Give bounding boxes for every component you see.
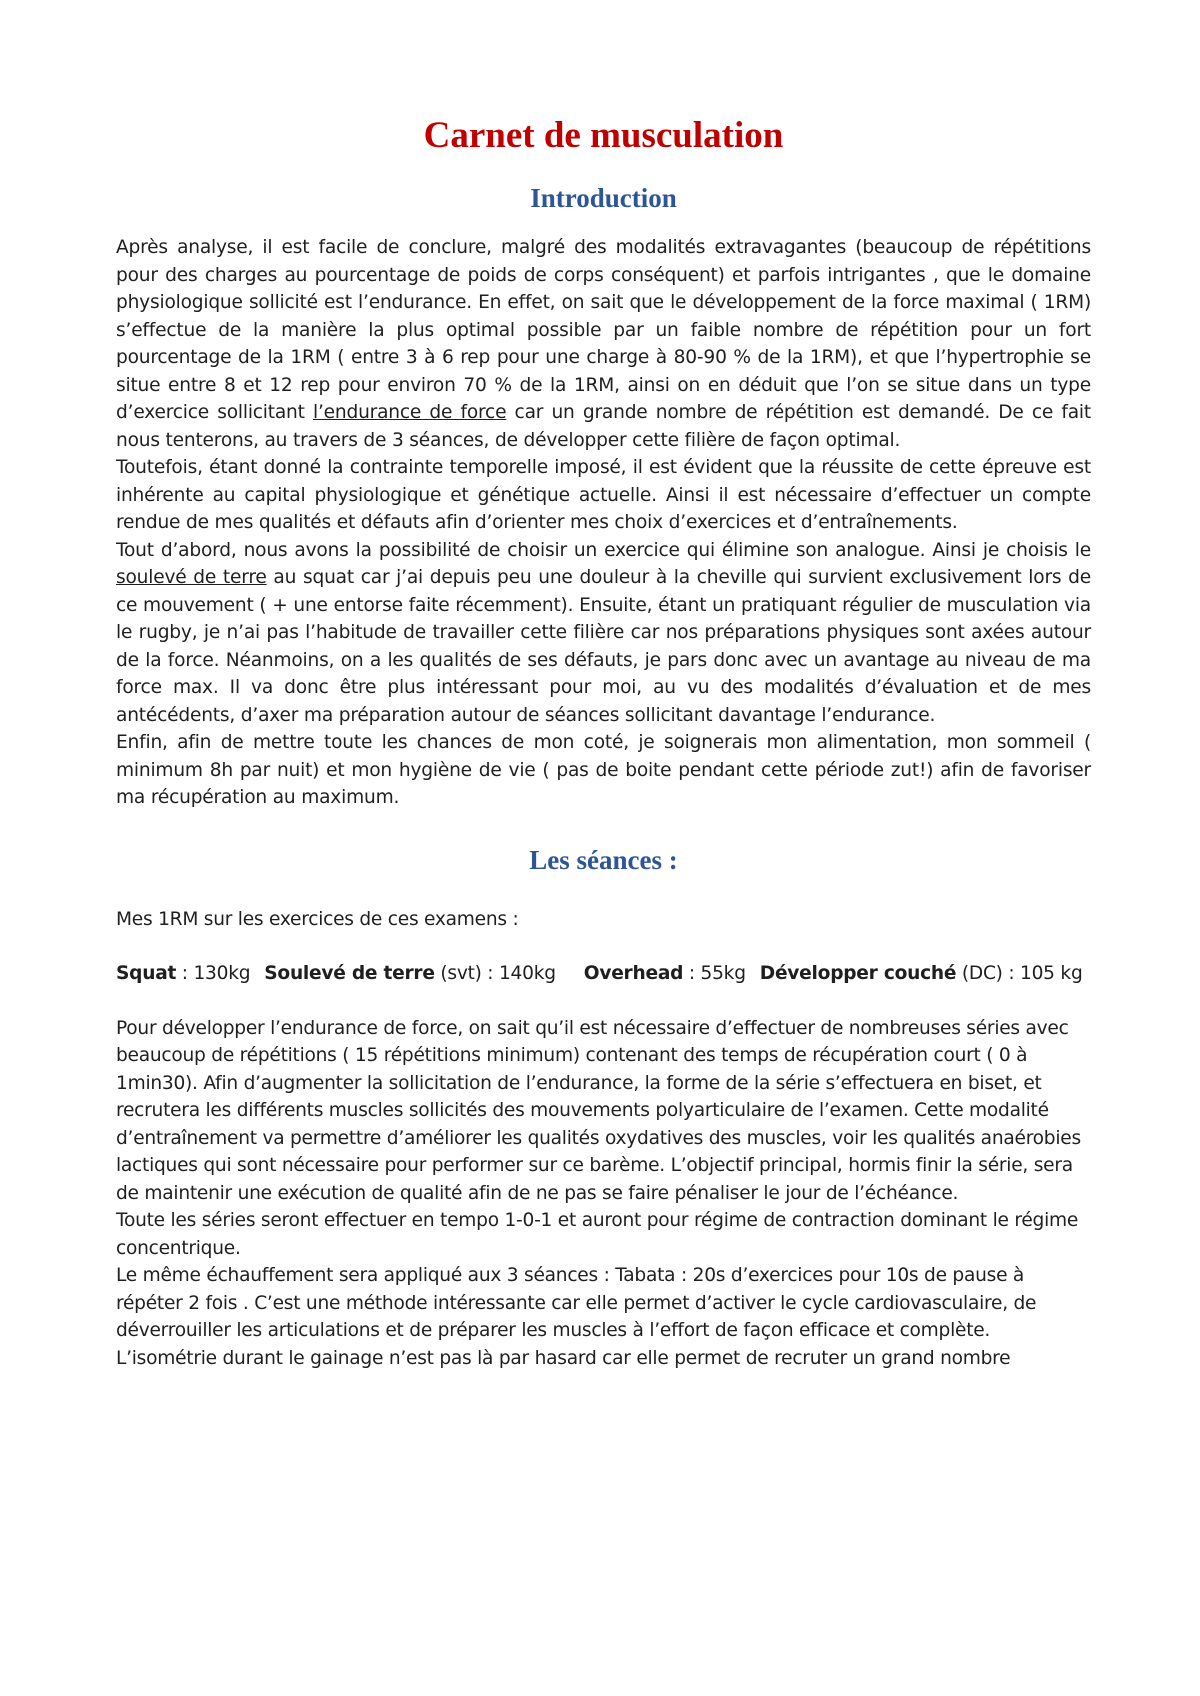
intro-text: Après analyse, il est facile de conclure, malgré des modalités extravagantes (beaucoup de répétitions pour des charges au pourcentage de poids de corps conséquent) et parfois intrigantes , que le domaine physiologique sollicité est l’endurance. En effet, on sait que le développement de la force maximal ( 1RM) s’effectue de la manière la plus optimal possible par un faible nombre de répétition pour un fort pourcentage de la 1RM ( entre 3 à 6 rep pour une charge à 80-90 % de la 1RM), et que l’hypertrophie se situe entre 8 et 12 rep pour environ 70 % de la 1RM, ainsi on en déduit que l’on se situe dans un type d’exercice sollicitant xyxy=(116,237,1091,423)
intro-text: au squat car j’ai depuis peu une douleur à la cheville qui survient exclusivement lors de ce mouvement ( + une entorse faite récemment). Ensuite, étant un pratiquant régulier de musculation via le rugby, je n’ai pas l’habitude de travailler cette filière car nos préparations physiques sont axées autour de la force. Néanmoins, on a les qualités de ses défauts, je pars donc avec un avantage au niveau de ma force max. Il va donc être plus intéressant pour moi, au vu des modalités d’évaluation et de mes antécédents, d’axer ma préparation autour de séances sollicitant davantage l’endurance. xyxy=(116,567,1092,726)
intro-paragraph: Toutefois, étant donné la contrainte temporelle imposé, il est évident que la réussite de cette épreuve est inhérente au capital physiologique et génétique actuelle. Ainsi il est nécessaire d’effectuer un compte rendue de mes qualités et défauts afin d’orienter mes choix d’exercices et d’entraînements. xyxy=(116,457,1091,533)
rm-squat-value: : 130kg xyxy=(176,963,251,984)
rm-intro: Mes 1RM sur les exercices de ces examens : xyxy=(116,908,519,930)
intro-paragraph xyxy=(116,537,1091,730)
underlined-term-endurance-de-force: l’endurance de force xyxy=(312,402,507,423)
body-paragraph: Pour développer l’endurance de force, on sait qu’il est nécessaire d’effectuer de nombreuses séries avec beaucoup de répétitions ( 15 répétitions minimum) contenant des temps de récupération court ( 0 à 1min30). Afin d’augmenter la sollicitation de l’endurance, la forme de la série s’effectuera en biset, et recrutera les différents muscles sollicités des mouvements polyarticulaire de l’examen. Cette modalité d’entraînement va permettre d’améliorer les qualités oxydatives des muscles, voir les qualités anaérobies lactiques qui sont nécessaire pour performer sur ce barème. L’objectif principal, hormis finir la série, sera de maintenir une exécution de qualité afin de ne pas se faire pénaliser le jour de l’échéance. xyxy=(116,1017,1081,1204)
intro-paragraph xyxy=(116,234,1091,454)
rm-overhead-value: : 55kg xyxy=(683,963,746,984)
body-paragraph: Toute les séries seront effectuer en tempo 1-0-1 et auront pour régime de contraction dominant le régime concentrique. xyxy=(116,1210,1079,1259)
rm-squat-label: Squat xyxy=(116,963,177,984)
intro-text: car un grande nombre de répétition est demandé. De ce fait nous tenterons, au travers de 3 séances, de développer cette filière de façon optimal. xyxy=(116,402,1091,451)
body-paragraph: L’isométrie durant le gainage n’est pas là par hasard car elle permet de recruter un grand nombre xyxy=(116,1347,1011,1369)
seances-heading: Les séances : xyxy=(529,844,678,875)
document-title: Carnet de musculation xyxy=(423,115,784,156)
rm-dc-value: (DC) : 105 kg xyxy=(956,963,1083,984)
document-content xyxy=(116,112,1091,1372)
intro-section xyxy=(116,234,1091,812)
intro-text: Tout d’abord, nous avons la possibilité de choisir un exercice qui élimine son analogue. Ainsi je choisis le xyxy=(116,539,1091,561)
rm-overhead-label: Overhead xyxy=(583,963,684,984)
body-paragraph: Le même échauffement sera appliqué aux 3 séances : Tabata : 20s d’exercices pour 10s de pause à répéter 2 fois . C’est une méthode intéressante car elle permet d’activer le cycle cardiovasculaire, de déverrouiller les articulations et de préparer les muscles à l’effort de façon efficace et complète. xyxy=(116,1265,1037,1341)
rm-svt-label: Soulevé de terre xyxy=(264,963,435,984)
rm-svt-value: (svt) : 140kg xyxy=(434,963,556,984)
intro-heading: Introduction xyxy=(530,183,677,213)
intro-paragraph: Enfin, afin de mettre toute les chances de mon coté, je soignerais mon alimentation, mon sommeil ( minimum 8h par nuit) et mon hygiène de vie ( pas de boite pendant cette période zut!) afin de favoriser ma récupération au maximum. xyxy=(116,732,1091,808)
seances-section xyxy=(116,906,1091,1373)
rm-dc-label: Développer couché xyxy=(759,963,957,984)
underlined-term-souleve-de-terre: soulevé de terre xyxy=(116,567,267,588)
rm-list xyxy=(116,960,1091,988)
